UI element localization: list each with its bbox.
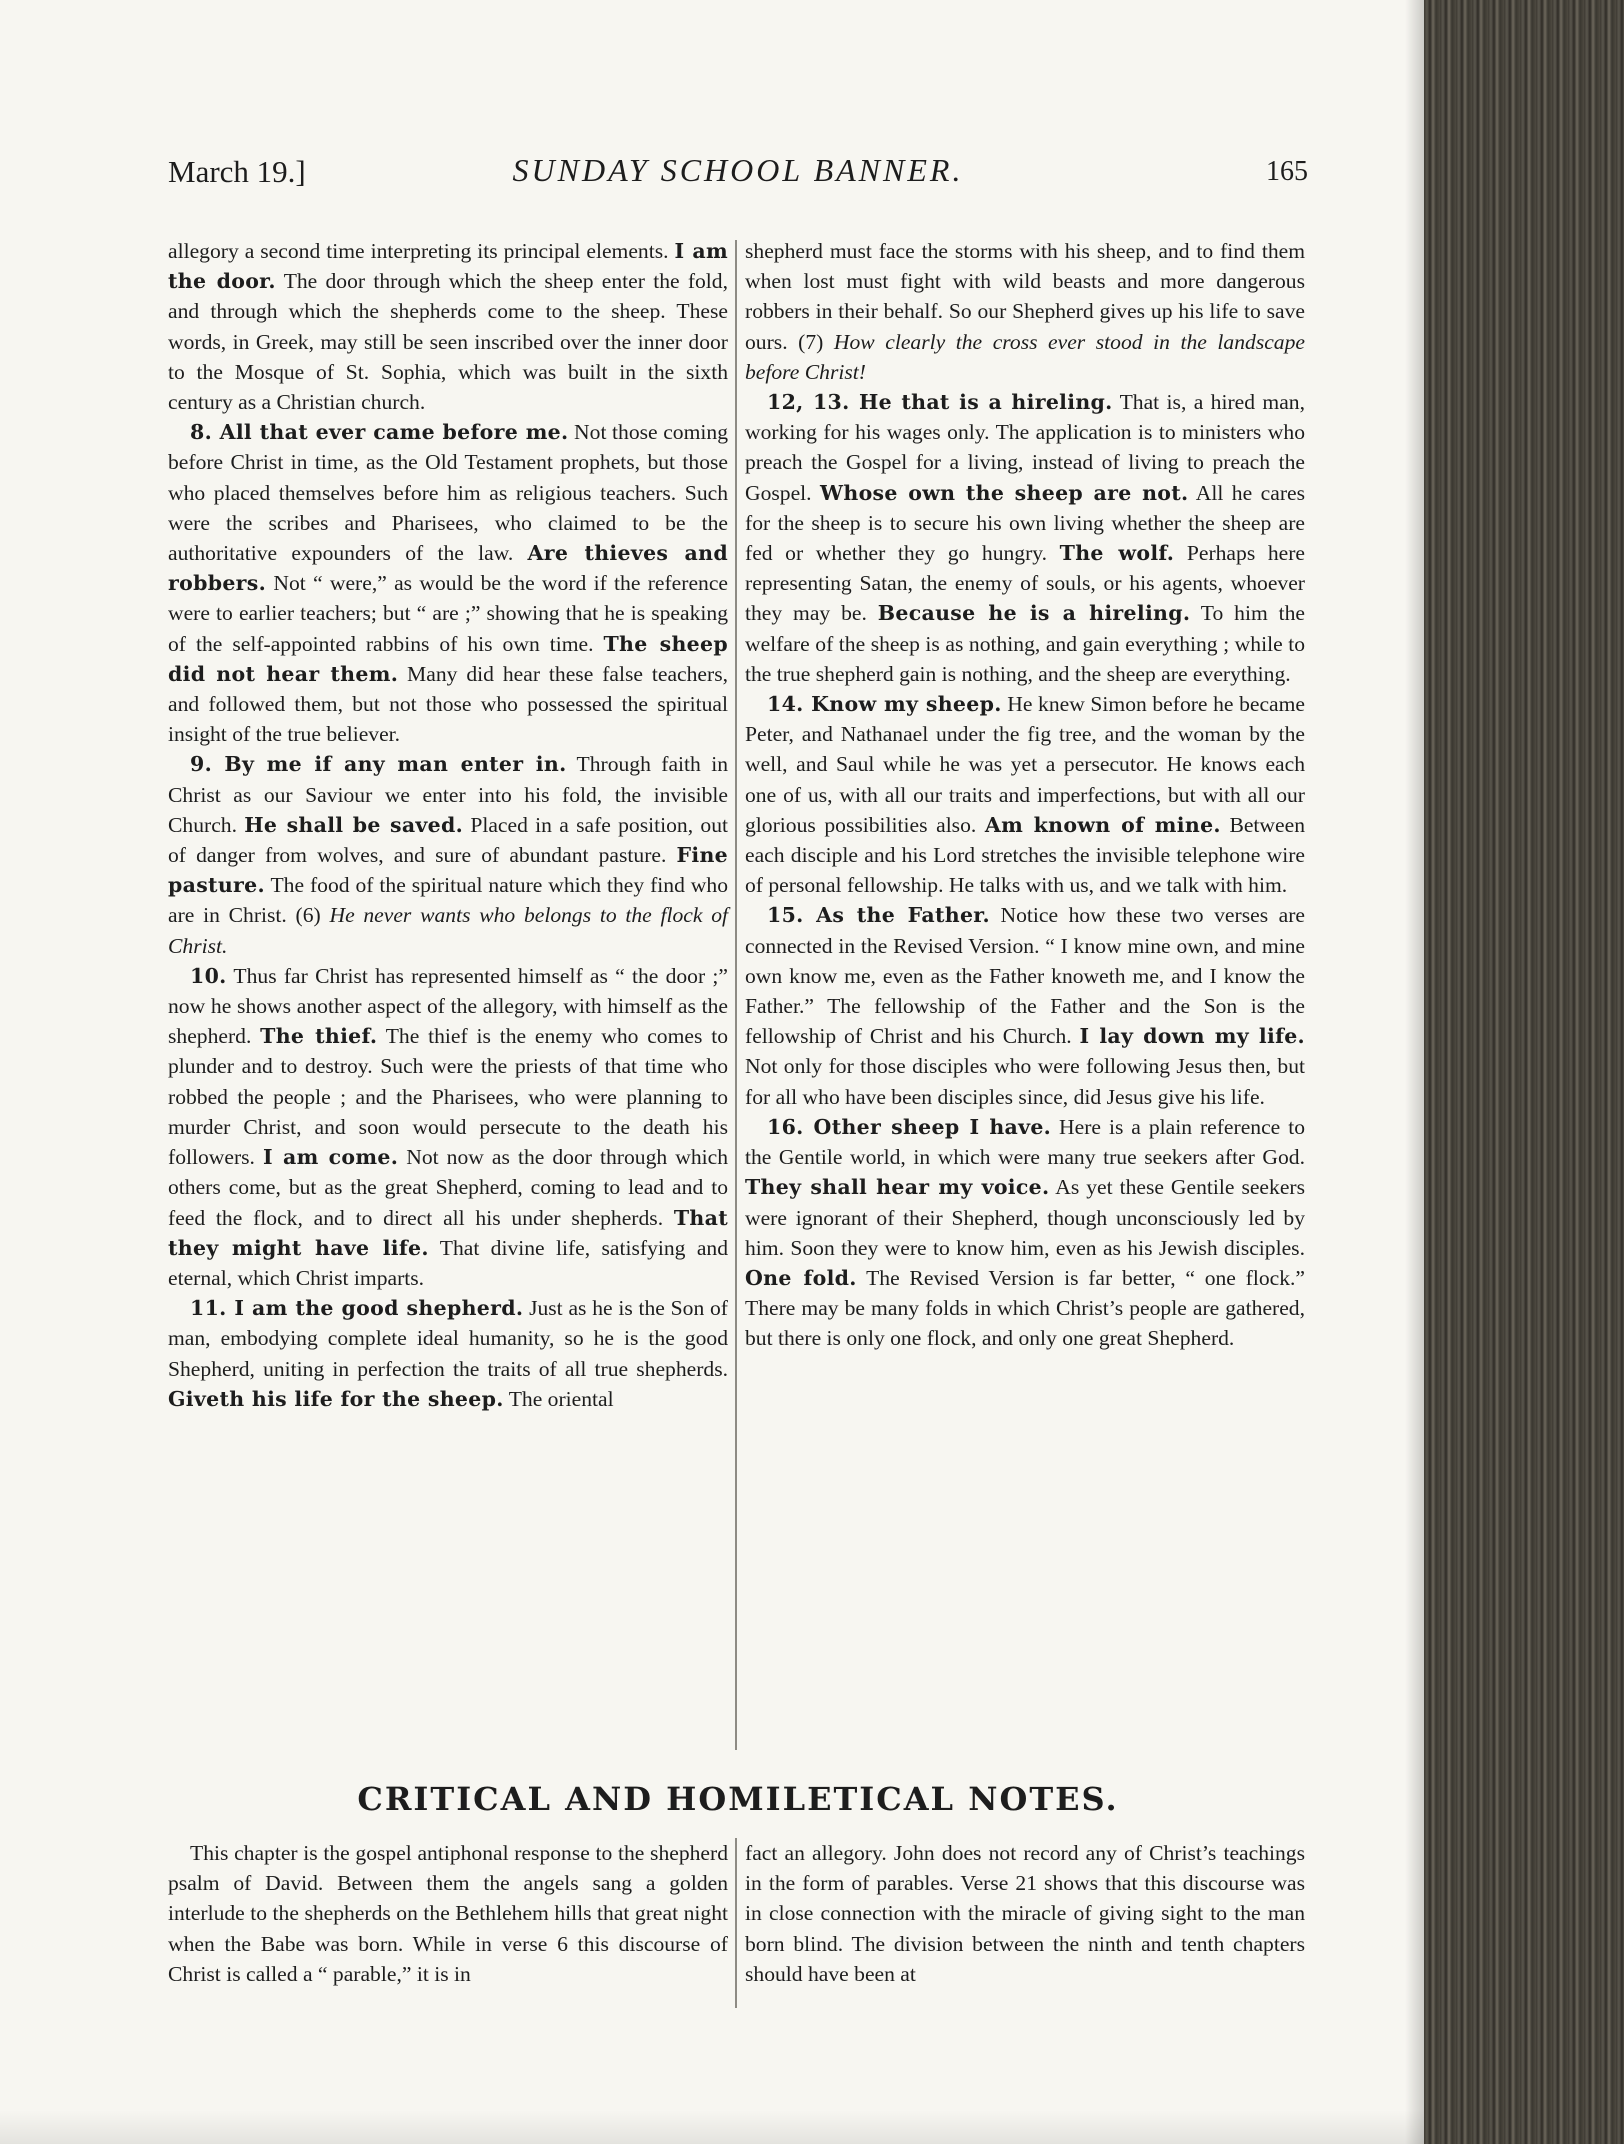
bold-phrase: 12, 13. He that is a hireling.	[767, 390, 1113, 415]
bold-phrase: 10.	[190, 963, 227, 988]
bold-phrase: I am come.	[263, 1145, 399, 1170]
text-run: fact an allegory. John does not record any of Christ’s teachings in the form of parables. Verse 21 shows that this discourse was in close connection with the miracle of giving sight to the man born blind. The division between the ninth and tenth chapters should have been at	[745, 1841, 1305, 1986]
text-run: Not those coming before Christ in time, as the Old Testament prophets, but those who placed themselves before him as religious teachers. Such were the scribes and Pharisees, who claimed to be the authoritative expounders of the law.	[168, 420, 728, 566]
paragraph	[168, 749, 728, 960]
bold-phrase: One fold.	[745, 1265, 857, 1290]
text-run: Thus far Christ has represented himself as “ the door ;” now he shows another aspect of the allegory, with himself as the shepherd.	[168, 963, 728, 1049]
text-run: Here is a plain reference to the Gentile world, in which were many true seekers after God.	[745, 1114, 1305, 1170]
bold-phrase: 16. Other sheep I have.	[767, 1114, 1052, 1139]
text-run: That is, a hired man, working for his wages only. The application is to ministers who preach the Gospel for a living, instead of living to preach the Gospel.	[745, 390, 1305, 505]
text-run: That divine life, satisfying and eternal, which Christ imparts.	[168, 1235, 729, 1290]
paragraph	[745, 1838, 1305, 1989]
page-number: 165	[1266, 156, 1308, 187]
paragraph	[168, 1838, 728, 1989]
section-heading: CRITICAL AND HOMILETICAL NOTES.	[357, 1780, 1119, 1818]
bold-phrase: 14. Know my sheep.	[767, 692, 1002, 717]
text-run: Placed in a safe position, out of danger from wolves, and sure of abundant pasture.	[168, 812, 728, 868]
bold-phrase: I am the door.	[168, 239, 728, 294]
paragraph	[745, 1112, 1305, 1354]
bold-phrase: Whose own the sheep are not.	[820, 480, 1189, 505]
text-run: The Revised Version is far better, “ one flock.” There may be many folds in which Christ’s people are gathered, but there is only one flock, and only one great Shepherd.	[745, 1265, 1305, 1351]
column-left	[168, 236, 728, 1414]
text-run: shepherd must face the storms with his sheep, and to find them when lost must fight with wild beasts and more dangerous robbers in their behalf. So our Shepherd gives up his life to save ours. (7)	[745, 239, 1305, 354]
text-run: The thief is the enemy who comes to plunder and to destroy. Such were the priests of that time who robbed the people ; and the Pharisees, who were planning to murder Christ, and soon would persecute to the death his followers.	[168, 1024, 728, 1170]
text-run: Through faith in Christ as our Saviour we enter into his fold, the invisible Church.	[168, 752, 728, 837]
column-divider	[735, 240, 737, 1750]
bold-phrase: The sheep did not hear them.	[168, 631, 728, 686]
column-right	[745, 236, 1305, 1354]
paragraph	[168, 961, 728, 1293]
text-run: Notice how these two verses are connected in the Revised Version. “ I know mine own, and mine own know me, even as the Father knoweth me, and I know the Father.” The fellowship of the Father and the Son is the fellowship of Christ and his Church.	[745, 903, 1305, 1049]
bold-phrase: The thief.	[260, 1024, 378, 1049]
publication-title: SUNDAY SCHOOL BANNER.	[512, 152, 964, 188]
notes-column-left	[168, 1838, 728, 1989]
text-run: Many did hear these false teachers, and followed them, but not those who possessed the spiritual insight of the true believer.	[168, 661, 728, 747]
running-head	[168, 148, 1308, 198]
bold-phrase: Giveth his life for the sheep.	[168, 1386, 504, 1411]
text-run: Not now as the door through which others come, but as the great Shepherd, coming to lead and to feed the flock, and to direct all his under shepherds.	[168, 1145, 729, 1230]
paragraph	[168, 417, 728, 749]
text-run: As yet these Gentile seekers were ignorant of their Shepherd, though unconsciously led by him. Soon they were to know him, even as his Jewish disciples.	[745, 1175, 1305, 1260]
paragraph	[745, 689, 1305, 900]
text-run: The oriental	[503, 1386, 614, 1411]
bold-phrase: I lay down my life.	[1079, 1024, 1305, 1049]
bold-phrase: 8. All that ever came before me.	[190, 420, 569, 445]
text-run: Not only for those disciples who were following Jesus then, but for all who have been disciples since, did Jesus give his life.	[745, 1054, 1305, 1109]
paragraph	[168, 236, 728, 417]
text-run: He knew Simon before he became Peter, and Nathanael under the fig tree, and the woman by the well, and Saul while he was yet a persecutor. He knows each one of us, with all our traits and imperfections, but with all our glorious possibilities also.	[745, 692, 1305, 837]
paragraph	[168, 1293, 728, 1414]
text-run: Between each disciple and his Lord stretches the invisible telephone wire of personal fellowship. He talks with us, and we talk with him.	[745, 812, 1305, 898]
paragraph	[745, 236, 1305, 387]
bold-phrase: 9. By me if any man enter in.	[190, 752, 567, 777]
text-run: The food of the spiritual nature which they find who are in Christ. (6)	[168, 873, 728, 928]
paragraph	[745, 900, 1305, 1111]
bold-phrase: That they might have life.	[168, 1205, 728, 1260]
page-shadow	[0, 2110, 1450, 2144]
bold-phrase: Am known of mine.	[984, 812, 1221, 837]
text-run: Perhaps here representing Satan, the enemy of souls, or his agents, whoever they may be.	[745, 541, 1305, 626]
bold-phrase: The wolf.	[1059, 541, 1175, 566]
italic-phrase: How clearly the cross ever stood in the landscape before Christ!	[745, 329, 1305, 384]
bold-phrase: They shall hear my voice.	[745, 1175, 1050, 1200]
bold-phrase: He shall be saved.	[244, 812, 464, 837]
column-divider	[735, 1838, 737, 2008]
bold-phrase: 11. I am the good shepherd.	[190, 1296, 524, 1321]
bold-phrase: 15. As the Father.	[767, 903, 990, 928]
bold-phrase: Are thieves and robbers.	[168, 541, 728, 596]
text-run: allegory a second time interpreting its principal elements.	[168, 239, 675, 263]
text-run: All he cares for the sheep is to secure his own living whether the sheep are fed or whether they go hungry.	[745, 480, 1305, 566]
italic-phrase: He never wants who belongs to the flock of Christ.	[168, 903, 728, 958]
text-run: To him the welfare of the sheep is as nothing, and gain everything ; while to the true shepherd gain is nothing, and the sheep are everything.	[745, 601, 1305, 686]
text-run: Just as he is the Son of man, embodying complete ideal humanity, so he is the good Shepherd, uniting in perfection the traits of all true shepherds.	[168, 1296, 728, 1381]
text-run: Not “ were,” as would be the word if the reference were to earlier teachers; but “ are ;” showing that he is speaking of the self-appointed rabbins of his own time.	[168, 571, 728, 656]
notes-column-right	[745, 1838, 1305, 1989]
text-run: This chapter is the gospel antiphonal response to the shepherd psalm of David. Between them the angels sang a golden interlude to the shepherds on the Bethlehem hills that great night when the Babe was born. While in verse 6 this discourse of Christ is called a “ parable,” it is in	[168, 1841, 728, 1986]
issue-date: March 19.]	[168, 154, 306, 189]
paragraph	[745, 387, 1305, 689]
text-run: The door through which the sheep enter the fold, and through which the shepherds come to the sheep. These words, in Greek, may still be seen inscribed over the inner door to the Mosque of St. Sophia, which was built in the sixth century as a Christian church.	[168, 269, 728, 415]
bold-phrase: Fine pasture.	[168, 843, 728, 898]
bold-phrase: Because he is a hireling.	[877, 601, 1191, 626]
book-spine-edge	[1424, 0, 1624, 2144]
